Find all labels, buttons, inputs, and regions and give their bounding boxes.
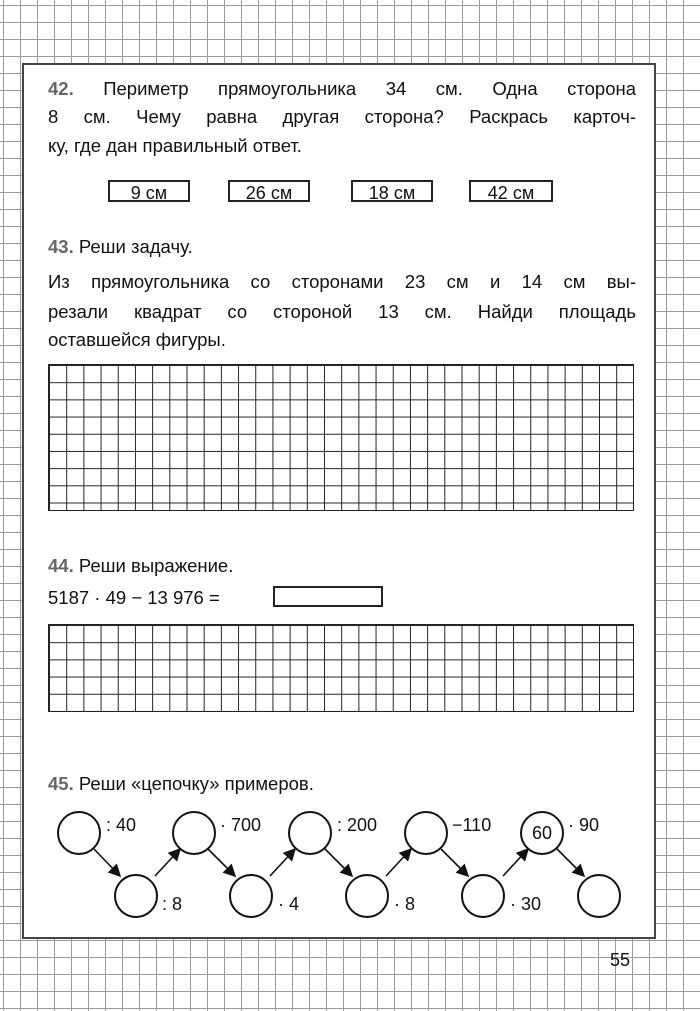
task45-number: 45.: [48, 773, 74, 794]
answer-card-3[interactable]: 18 см: [351, 180, 433, 202]
chain-circle-1[interactable]: [57, 811, 101, 855]
answer-card-1[interactable]: 9 см: [108, 180, 190, 202]
chain-op-3: : 200: [337, 815, 378, 835]
chain-op-9: · 30: [510, 894, 542, 914]
chain-circle-6[interactable]: [345, 874, 389, 918]
task42-line1: 42. Периметр прямоугольника 34 см. Одна сторона: [48, 78, 636, 99]
task43-line2: резали квадрат со стороной 13 см. Найди площадь: [48, 301, 636, 322]
chain-op-5: · 90: [568, 815, 600, 835]
arrow-1: [94, 849, 120, 876]
task44-number: 44.: [48, 555, 74, 576]
chain-circle-2[interactable]: [114, 874, 158, 918]
task43-heading: 43. Реши задачу.: [48, 236, 193, 257]
arrow-5: [325, 849, 352, 876]
task44-expression: 5187 · 49 − 13 976 =: [48, 587, 220, 608]
chain-circle-3[interactable]: [172, 811, 216, 855]
task42-number: 42.: [48, 78, 74, 99]
answer-card-4[interactable]: 42 см: [469, 180, 553, 202]
arrow-2: [155, 849, 180, 876]
chain-op-6: : 8: [162, 894, 183, 914]
task44-heading: 44. Реши выражение.: [48, 555, 234, 576]
chain-circle-8[interactable]: [461, 874, 505, 918]
chain-circle-10[interactable]: [577, 874, 621, 918]
task43-number: 43.: [48, 236, 74, 257]
chain-op-7: · 4: [278, 894, 300, 914]
chain-circle-5[interactable]: [288, 811, 332, 855]
task45-heading: 45. Реши «цепочку» примеров.: [48, 773, 314, 794]
arrow-4: [270, 849, 295, 876]
chain-op-4: −110: [452, 815, 492, 835]
arrow-3: [208, 849, 235, 876]
chain-circle-4[interactable]: [229, 874, 273, 918]
task43-line3: оставшейся фигуры.: [48, 329, 226, 350]
answer-card-2[interactable]: 26 см: [228, 180, 310, 202]
chain-op-8: · 8: [394, 894, 416, 914]
page-number: 55: [610, 950, 631, 970]
task42-line3: ку, где дан правильный ответ.: [48, 135, 302, 156]
chain-op-2: · 700: [220, 815, 262, 835]
chain-circle-7[interactable]: [404, 811, 448, 855]
chain-circle-9: 60: [520, 811, 564, 855]
arrow-8: [503, 849, 528, 876]
task42-line2: 8 см. Чему равна другая сторона? Раскрась карточ-: [48, 106, 636, 127]
chain-op-1: : 40: [106, 815, 137, 835]
arrow-9: [557, 849, 584, 876]
task43-line1: Из прямоугольника со сторонами 23 см и 14 см вы-: [48, 271, 636, 292]
arrow-7: [441, 849, 468, 876]
arrow-6: [386, 849, 411, 876]
